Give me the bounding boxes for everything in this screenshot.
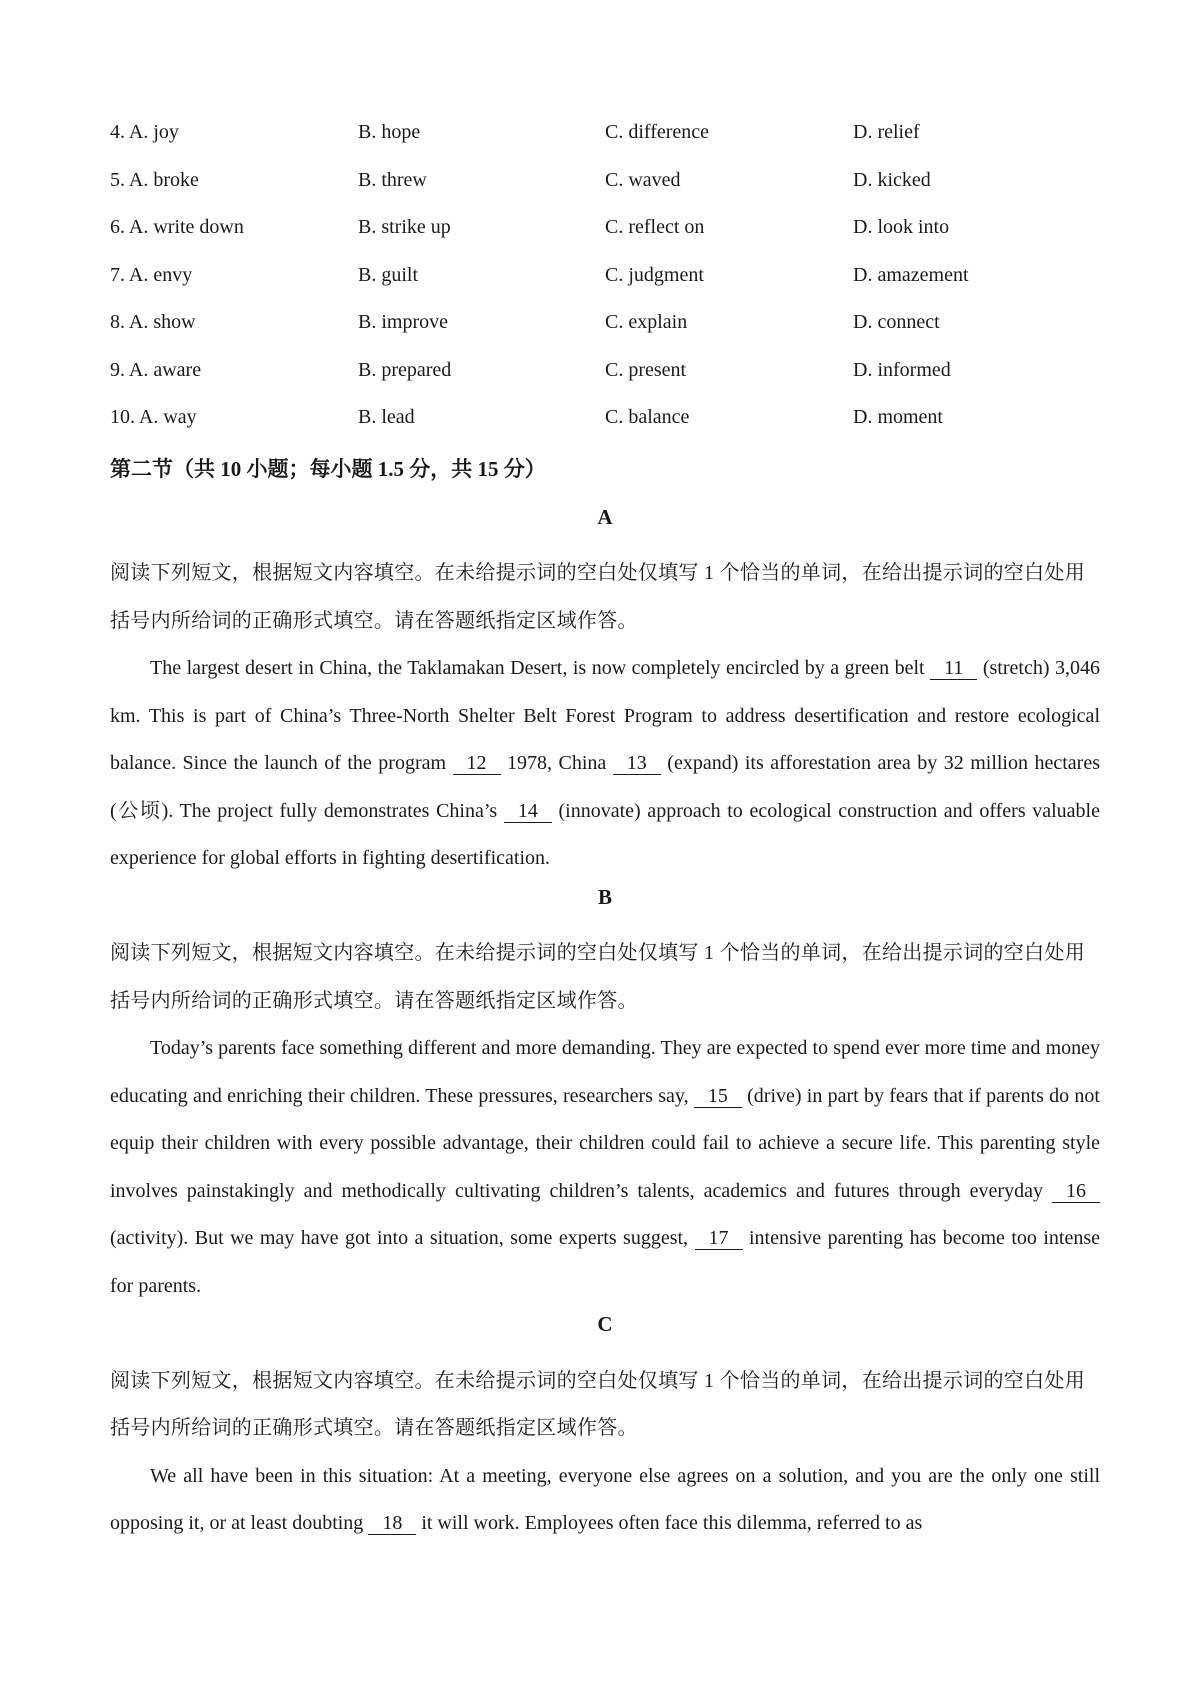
option-c: C. explain [605, 311, 688, 333]
blank-13: 13 [613, 752, 661, 775]
exam-page [110, 118, 1100, 1548]
passage-text: (expand) its afforestation area by 32 million hectares (公顷). The project fully demonstrates China’s [110, 752, 1100, 822]
option-c: C. judgment [605, 263, 704, 286]
passage-text: Today’s parents face something different and more demanding. They are expected to spend ever more time and money educating and enriching their children. These pressures, researchers say, [110, 1037, 1100, 1107]
option-d: D. moment [853, 406, 943, 428]
passage-b [110, 1025, 1100, 1310]
option-b: B. improve [358, 311, 448, 333]
passage-text: We all have been in this situation: At a meeting, everyone else agrees on a solution, and you are the only one still opposing it, or at least doubting [110, 1464, 1100, 1534]
blank-12: 12 [453, 752, 501, 775]
option-row [110, 213, 1100, 261]
option-b: B. lead [358, 406, 415, 428]
blank-16: 16 [1052, 1180, 1100, 1203]
option-row [110, 356, 1100, 404]
passage-a [110, 645, 1100, 883]
option-d: D. kicked [853, 168, 931, 191]
option-c: C. waved [605, 168, 681, 191]
options-list [110, 118, 1100, 451]
passage-c-label: C [597, 1312, 613, 1336]
option-a: 9. A. aware [110, 358, 202, 381]
option-d: D. amazement [853, 263, 969, 286]
instruction-c: 阅读下列短文，根据短文内容填空。在未给提示词的空白处仅填写 1 个恰当的单词，在给出提示词的空白处用括号内所给词的正确形式填空。请在答题纸指定区域作答。 [110, 1369, 1085, 1439]
option-a: 4. A. joy [110, 121, 179, 143]
option-c: C. balance [605, 406, 690, 428]
option-a: 6. A. write down [110, 216, 244, 238]
passage-text: it will work. Employees often face this dilemma, referred to as [416, 1512, 923, 1534]
option-d: D. look into [853, 216, 950, 238]
option-b: B. hope [358, 121, 421, 143]
option-b: B. prepared [358, 358, 452, 381]
option-b: B. strike up [358, 216, 451, 238]
option-d: D. connect [853, 311, 940, 333]
blank-11: 11 [930, 657, 977, 680]
blank-15: 15 [694, 1085, 742, 1108]
passage-text: intensive parenting has become too intense for parents. [110, 1227, 1101, 1297]
option-row [110, 166, 1100, 214]
option-row [110, 403, 1100, 451]
passage-text: (innovate) approach to ecological construction and offers valuable experience for global efforts in fighting desertification. [110, 799, 1100, 869]
option-c: C. difference [605, 121, 710, 143]
instruction-a: 阅读下列短文，根据短文内容填空。在未给提示词的空白处仅填写 1 个恰当的单词，在给出提示词的空白处用括号内所给词的正确形式填空。请在答题纸指定区域作答。 [110, 562, 1085, 632]
passage-text: (stretch) 3,046 km. This is part of China’s Three-North Shelter Belt Forest Program to address desertification and restore ecological balance. Since the launch of the program [110, 657, 1100, 774]
option-a: 10. A. way [110, 406, 197, 428]
passage-a-label: A [597, 504, 613, 529]
blank-17: 17 [695, 1227, 743, 1250]
option-d: D. informed [853, 358, 951, 381]
blank-18: 18 [368, 1512, 416, 1535]
option-c: C. reflect on [605, 216, 705, 238]
passage-text: The largest desert in China, the Taklamakan Desert, is now completely encircled by a green belt [150, 657, 931, 679]
passage-text: 1978, China [500, 752, 613, 774]
passage-text: (drive) in part by fears that if parents do not equip their children with every possible advantage, their children could fail to achieve a secure life. This parenting style involves painstakingly and methodically cultivating children’s talents, academics and futures through everyday [110, 1084, 1100, 1202]
option-row [110, 261, 1100, 309]
blank-14: 14 [504, 800, 552, 823]
option-d: D. relief [853, 121, 920, 143]
option-row [110, 308, 1100, 356]
option-row [110, 118, 1100, 166]
option-a: 8. A. show [110, 311, 196, 333]
passage-text: (activity). But we may have got into a situation, some experts suggest, [110, 1227, 695, 1249]
option-a: 5. A. broke [110, 168, 199, 191]
section-title: 第二节（共 10 小题；每小题 1.5 分，共 15 分） [110, 456, 546, 481]
passage-b-label: B [597, 884, 612, 909]
passage-c [110, 1453, 1100, 1548]
option-b: B. guilt [358, 263, 419, 286]
option-b: B. threw [358, 168, 427, 191]
instruction-b: 阅读下列短文，根据短文内容填空。在未给提示词的空白处仅填写 1 个恰当的单词，在给出提示词的空白处用括号内所给词的正确形式填空。请在答题纸指定区域作答。 [110, 942, 1085, 1012]
option-c: C. present [605, 358, 687, 381]
option-a: 7. A. envy [110, 263, 193, 286]
